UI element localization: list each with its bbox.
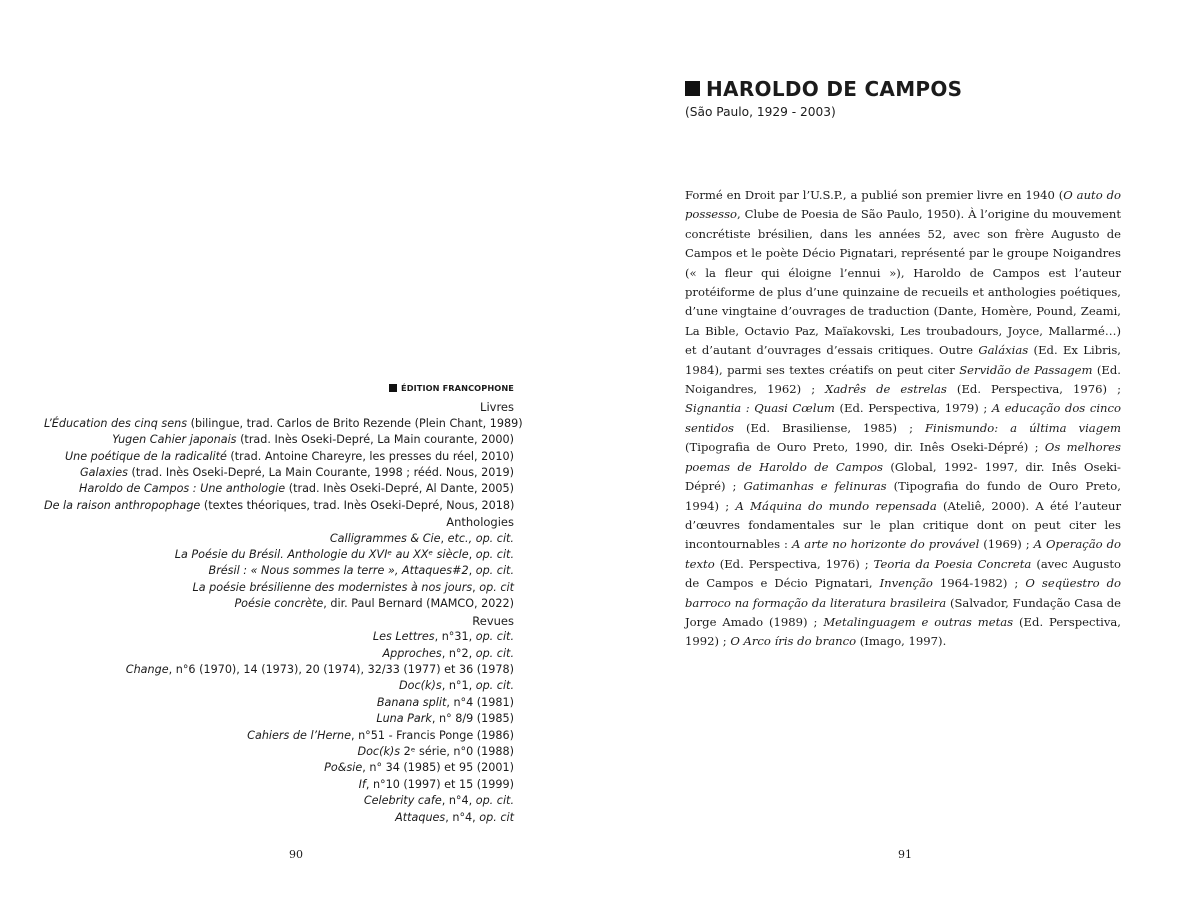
bio-text: (Imago, 1997). bbox=[856, 634, 947, 649]
entry-details: , bbox=[440, 531, 448, 545]
entry-reference: op. cit. bbox=[475, 679, 514, 693]
bio-text: (Ed. Perspectiva, 1976) ; bbox=[714, 556, 874, 571]
bibliography-entry bbox=[44, 465, 514, 481]
category-revues: Revues bbox=[472, 613, 514, 628]
bio-text: (Tipografia de Ouro Preto, 1990, dir. Inês Oseki-Dépré) ; bbox=[685, 440, 1045, 455]
entry-reference: etc., op. cit. bbox=[447, 531, 514, 545]
entry-details: , n°6 (1970), 14 (1973), 20 (1974), 32/33 (1977) et 36 (1978) bbox=[168, 662, 514, 676]
bio-text: (Ed. Ex Libris, 1984), parmi ses textes créatifs on peut citer bbox=[685, 343, 1121, 377]
bibliography-entry bbox=[44, 629, 514, 645]
entry-title: Banana split bbox=[376, 695, 447, 709]
work-title: Signantia : Quasi Cœlum bbox=[685, 401, 835, 416]
bio-text: (avec Augusto de Campos e Décio Pignatari, bbox=[685, 556, 1121, 591]
bio-text: (Global, 1992- 1997, dir. Inês Oseki-Dépré) ; bbox=[685, 459, 1121, 494]
entry-details: , n°4, bbox=[441, 794, 476, 808]
livres-list bbox=[44, 416, 523, 514]
bibliography-entry bbox=[44, 777, 514, 793]
entry-details: (trad. Inès Oseki-Depré, La Main Courante, 1998 ; rééd. Nous, 2019) bbox=[127, 466, 514, 480]
bibliography-entry bbox=[44, 810, 514, 826]
entry-reference: op. cit bbox=[479, 810, 514, 824]
bibliography-entry bbox=[44, 662, 514, 678]
bio-text: (Ateliê, 2000). A été l’auteur d’œuvres fondamentales sur le plan critique dont on peut citer les incontournables : bbox=[685, 498, 1121, 552]
bio-text: (Ed. Perspectiva, 1992) ; bbox=[685, 614, 1121, 649]
category-anthologies: Anthologies bbox=[446, 515, 514, 530]
work-title: Os melhores poemas de Haroldo de Campos bbox=[685, 440, 1121, 474]
bibliography-entry bbox=[44, 547, 514, 563]
entry-details: (trad. Inès Oseki-Depré, La Main courante, 2000) bbox=[236, 433, 514, 447]
page-number-left: 90 bbox=[289, 848, 303, 861]
work-title: Teoria da Poesia Concreta bbox=[873, 556, 1032, 571]
work-title: A arte no horizonte do provável bbox=[791, 537, 980, 552]
entry-title: L’Éducation des cinq sens bbox=[44, 416, 188, 430]
entry-title: Poésie concrète bbox=[234, 597, 324, 611]
work-title: Invenção bbox=[879, 576, 933, 591]
right-page bbox=[599, 0, 1198, 904]
work-title: Metalinguagem e outras metas bbox=[823, 614, 1014, 629]
entry-details: , n°31, bbox=[434, 630, 476, 644]
bibliography-entry bbox=[44, 711, 514, 727]
bibliography-entry bbox=[44, 531, 514, 547]
revues-list bbox=[44, 629, 514, 826]
entry-details: , n° 8/9 (1985) bbox=[431, 712, 514, 726]
work-title: Galáxias bbox=[978, 343, 1029, 358]
work-title: A educação dos cinco sentidos bbox=[685, 401, 1121, 435]
bibliography-entry bbox=[44, 793, 514, 809]
entry-details: , bbox=[468, 564, 476, 578]
entry-title: Haroldo de Campos : Une anthologie bbox=[79, 482, 286, 496]
category-livres: Livres bbox=[480, 400, 514, 415]
entry-title: La Poésie du Brésil. Anthologie du XVIᵉ au XXᵉ siècle bbox=[174, 548, 469, 562]
bio-text: (Ed. Perspectiva, 1979) ; bbox=[834, 401, 992, 416]
entry-details: 2ᵉ série, n°0 (1988) bbox=[400, 744, 514, 758]
work-title: Finismundo: a última viagem bbox=[925, 420, 1121, 435]
entry-title: De la raison anthropophage bbox=[44, 498, 201, 512]
work-title: Gatimanhas e felinuras bbox=[743, 479, 887, 494]
entry-title: Les Lettres bbox=[372, 630, 435, 644]
bio-text: 1964-1982) ; bbox=[932, 576, 1026, 591]
entry-details: , n°2, bbox=[441, 646, 476, 660]
author-title bbox=[685, 77, 962, 101]
entry-reference: op. cit bbox=[479, 580, 514, 594]
page-number-right: 91 bbox=[898, 848, 912, 861]
bibliography-entry bbox=[44, 481, 514, 497]
entry-details: (bilingue, trad. Carlos de Brito Rezende (Plein Chant, 1989) bbox=[187, 416, 523, 430]
entry-reference: op. cit. bbox=[475, 794, 514, 808]
bio-text: (Ed. Perspectiva, 1976) ; bbox=[946, 382, 1121, 397]
work-title: O auto do possesso bbox=[685, 188, 1121, 222]
entry-title: If bbox=[358, 777, 366, 791]
work-title: A Máquina do mundo repensada bbox=[735, 498, 937, 513]
bio-text: (Ed. Noigandres, 1962) ; bbox=[685, 362, 1121, 397]
entry-details: , bbox=[468, 548, 476, 562]
bibliography-entry bbox=[44, 695, 514, 711]
entry-title: Calligrammes & Cie bbox=[329, 531, 441, 545]
entry-details: (trad. Antoine Chareyre, les presses du réel, 2010) bbox=[226, 449, 514, 463]
bibliography-entry bbox=[44, 432, 514, 448]
author-dates: (São Paulo, 1929 - 2003) bbox=[685, 105, 836, 119]
bio-text: (Tipografia do fundo de Ouro Preto, 1994) ; bbox=[685, 479, 1121, 513]
bibliography-entry bbox=[44, 678, 514, 694]
work-title: Xadrês de estrelas bbox=[825, 382, 947, 397]
entry-title: Yugen Cahier japonais bbox=[112, 433, 237, 447]
bio-text: (Ed. Brasiliense, 1985) ; bbox=[734, 420, 926, 435]
anthologies-list bbox=[44, 531, 514, 613]
entry-details: , n°51 - Francis Ponge (1986) bbox=[350, 728, 514, 742]
entry-title: Attaques bbox=[395, 810, 446, 824]
work-title: O seqüestro do barroco na formação da literatura brasileira bbox=[685, 576, 1121, 610]
entry-title: Change bbox=[125, 662, 169, 676]
square-bullet-icon bbox=[389, 384, 397, 392]
bibliography-entry bbox=[44, 498, 514, 514]
work-title: A Operação do texto bbox=[685, 537, 1122, 571]
author-name: HAROLDO DE CAMPOS bbox=[706, 77, 963, 101]
bio-text: (1969) ; bbox=[979, 537, 1034, 552]
bibliography-entry bbox=[44, 760, 514, 776]
section-heading: ÉDITION FRANCOPHONE bbox=[44, 380, 514, 396]
bibliography-entry bbox=[44, 449, 514, 465]
entry-reference: op. cit. bbox=[475, 646, 514, 660]
bio-text: , Clube de Poesia de São Paulo, 1950). À l’origine du mouvement concrétiste brésilien, dans les années 52, avec son frère Augusto de Campos et le poète Décio Pignatari, représenté par le groupe Noigandres (« la fleur qui éloigne l’ennui »), Haroldo de Campos est l’auteur protéiforme de plus d’une quinzaine de recueils et anthologies poétiques, d’une vingtaine d’ouvrages de traduction (Dante, Homère, Pound, Zeami, La Bible, Octavio Paz, Maïakovski, Les troubadours, Joyce, Mallarmé…) et d’autant d’ouvrages d’essais critiques. Outre bbox=[685, 207, 1121, 358]
entry-title: Doc(k)s bbox=[357, 744, 401, 758]
entry-title: La poésie brésilienne des modernistes à nos jours bbox=[192, 580, 473, 594]
biography-paragraph bbox=[685, 186, 1121, 652]
bibliography-entry bbox=[44, 416, 523, 432]
entry-details: , n° 34 (1985) et 95 (2001) bbox=[362, 761, 514, 775]
bio-text: Formé en Droit par l’U.S.P., a publié son premier livre en 1940 ( bbox=[685, 188, 1064, 202]
entry-details: , bbox=[472, 580, 480, 594]
entry-title: Celebrity cafe bbox=[363, 794, 442, 808]
bibliography-entry bbox=[44, 646, 514, 662]
entry-title: Luna Park bbox=[376, 712, 432, 726]
bibliography-entry bbox=[44, 580, 514, 596]
work-title: O Arco íris do branco bbox=[730, 634, 857, 649]
entry-details: (textes théoriques, trad. Inès Oseki-Depré, Nous, 2018) bbox=[200, 498, 515, 512]
entry-reference: op. cit. bbox=[475, 630, 514, 644]
entry-details: , dir. Paul Bernard (MAMCO, 2022) bbox=[323, 597, 514, 611]
entry-details: , n°1, bbox=[441, 679, 476, 693]
entry-reference: op. cit. bbox=[475, 564, 514, 578]
bio-text: (Salvador, Fundação Casa de Jorge Amado (1989) ; bbox=[685, 595, 1121, 629]
bibliography-entry bbox=[44, 563, 514, 579]
entry-title: Une poétique de la radicalité bbox=[64, 449, 227, 463]
entry-title: Approches bbox=[382, 646, 442, 660]
entry-title: Galaxies bbox=[79, 466, 128, 480]
entry-title: Doc(k)s bbox=[399, 679, 442, 693]
entry-details: , n°4 (1981) bbox=[446, 695, 514, 709]
entry-details: , n°4, bbox=[445, 810, 480, 824]
bibliography-entry bbox=[44, 728, 514, 744]
entry-title: Brésil : « Nous sommes la terre », Attaques#2 bbox=[208, 564, 469, 578]
entry-details: (trad. Inès Oseki-Depré, Al Dante, 2005) bbox=[285, 482, 514, 496]
square-bullet-icon bbox=[685, 81, 700, 96]
bibliography bbox=[44, 380, 523, 826]
work-title: Servidão de Passagem bbox=[959, 362, 1093, 377]
entry-title: Po&sie bbox=[324, 761, 363, 775]
entry-details: , n°10 (1997) et 15 (1999) bbox=[365, 777, 514, 791]
bibliography-entry bbox=[44, 744, 514, 760]
bibliography-entry bbox=[44, 596, 514, 612]
entry-reference: op. cit. bbox=[475, 548, 514, 562]
entry-title: Cahiers de l’Herne bbox=[247, 728, 351, 742]
